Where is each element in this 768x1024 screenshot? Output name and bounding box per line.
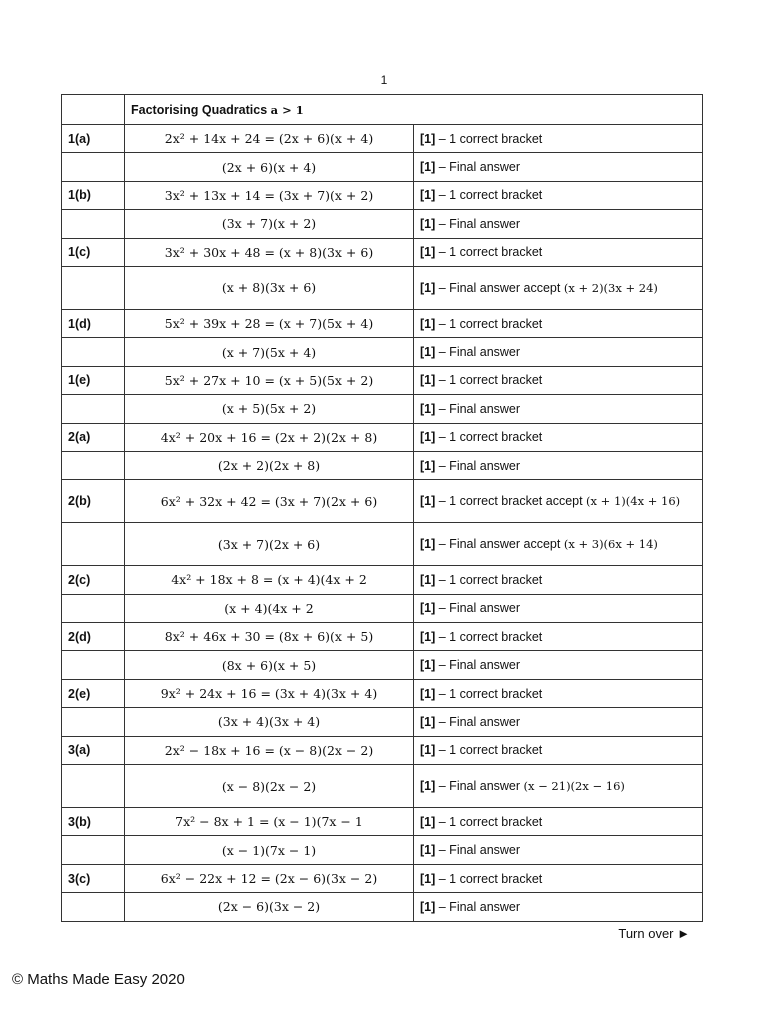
- mark-description: – Final answer: [435, 458, 521, 473]
- working-cell: (x + 8)(3x + 6): [125, 266, 414, 309]
- question-number: [62, 153, 125, 181]
- mark-cell: [414, 423, 703, 451]
- table-row: [62, 480, 703, 523]
- accepted-alternative: (x + 1)(4x + 16): [586, 494, 681, 509]
- mark-cell: [414, 125, 703, 153]
- mark-value: [1]: [420, 131, 436, 146]
- working-cell: (x − 8)(2x − 2): [125, 765, 414, 808]
- mark-value: [1]: [420, 401, 436, 416]
- mark-value: [1]: [420, 686, 436, 701]
- mark-value: [1]: [420, 216, 436, 231]
- mark-cell: [414, 893, 703, 921]
- mark-cell: [414, 266, 703, 309]
- table-row: [62, 566, 703, 594]
- mark-cell: [414, 153, 703, 181]
- mark-value: [1]: [420, 843, 436, 858]
- table-row: [62, 451, 703, 479]
- accepted-alternative: (x + 2)(3x + 24): [563, 280, 658, 295]
- table-title: [125, 95, 703, 125]
- mark-cell: [414, 651, 703, 679]
- working-cell: 6x² − 22x + 12 = (2x − 6)(3x − 2): [125, 864, 414, 892]
- table-row: [62, 266, 703, 309]
- table-row: [62, 395, 703, 423]
- mark-description: – 1 correct bracket: [435, 373, 543, 388]
- mark-value: [1]: [420, 373, 436, 388]
- working-cell: 4x² + 18x + 8 = (x + 4)(4x + 2: [125, 566, 414, 594]
- accepted-alternative: (x + 3)(6x + 14): [563, 537, 658, 552]
- mark-scheme-table: [61, 94, 703, 922]
- table-row: [62, 309, 703, 337]
- title-condition: a > 1: [270, 102, 304, 117]
- working-cell: (2x + 6)(x + 4): [125, 153, 414, 181]
- table-row: [62, 210, 703, 238]
- mark-description: – 1 correct bracket: [435, 871, 543, 886]
- mark-cell: [414, 708, 703, 736]
- question-number: [62, 893, 125, 921]
- table-row: [62, 765, 703, 808]
- mark-value: [1]: [420, 494, 436, 509]
- working-cell: 4x² + 20x + 16 = (2x + 2)(2x + 8): [125, 423, 414, 451]
- mark-value: [1]: [420, 629, 436, 644]
- working-cell: 3x² + 30x + 48 = (x + 8)(3x + 6): [125, 238, 414, 266]
- question-number: [62, 594, 125, 622]
- working-cell: (2x + 2)(2x + 8): [125, 451, 414, 479]
- mark-description: – Final answer accept: [435, 537, 564, 552]
- mark-description: – 1 correct bracket: [435, 686, 543, 701]
- table-row: [62, 523, 703, 566]
- mark-description: – Final answer: [435, 401, 521, 416]
- mark-value: [1]: [420, 316, 436, 331]
- table-row: [62, 423, 703, 451]
- mark-description: – 1 correct bracket accept: [435, 494, 587, 509]
- mark-cell: [414, 566, 703, 594]
- table-row: [62, 238, 703, 266]
- mark-description: – Final answer: [435, 216, 521, 231]
- table-row: [62, 125, 703, 153]
- question-number: 3(b): [62, 808, 125, 836]
- mark-cell: [414, 836, 703, 864]
- table-row: [62, 708, 703, 736]
- question-number: 1(a): [62, 125, 125, 153]
- question-number: 3(a): [62, 736, 125, 764]
- working-cell: 8x² + 46x + 30 = (8x + 6)(x + 5): [125, 623, 414, 651]
- mark-description: – Final answer: [435, 658, 521, 673]
- mark-value: [1]: [420, 188, 436, 203]
- question-number: [62, 708, 125, 736]
- copyright: © Maths Made Easy 2020: [12, 971, 185, 988]
- mark-cell: [414, 736, 703, 764]
- mark-description: – 1 correct bracket: [435, 814, 543, 829]
- table-row: [62, 153, 703, 181]
- mark-cell: [414, 623, 703, 651]
- mark-description: – Final answer accept: [435, 280, 564, 295]
- mark-cell: [414, 210, 703, 238]
- mark-cell: [414, 480, 703, 523]
- mark-cell: [414, 523, 703, 566]
- working-cell: 3x² + 13x + 14 = (3x + 7)(x + 2): [125, 181, 414, 209]
- mark-value: [1]: [420, 601, 436, 616]
- mark-description: – 1 correct bracket: [435, 743, 543, 758]
- question-number: 2(e): [62, 679, 125, 707]
- mark-description: – Final answer: [435, 899, 521, 914]
- accepted-alternative: (x − 21)(2x − 16): [523, 779, 625, 794]
- question-number: 3(c): [62, 864, 125, 892]
- working-cell: (2x − 6)(3x − 2): [125, 893, 414, 921]
- question-number: [62, 338, 125, 366]
- mark-value: [1]: [420, 658, 436, 673]
- mark-value: [1]: [420, 899, 436, 914]
- mark-value: [1]: [420, 280, 436, 295]
- table-row: [62, 736, 703, 764]
- mark-cell: [414, 338, 703, 366]
- mark-value: [1]: [420, 537, 436, 552]
- question-number: 1(b): [62, 181, 125, 209]
- table-row: [62, 808, 703, 836]
- mark-description: – 1 correct bracket: [435, 245, 543, 260]
- mark-description: – Final answer: [435, 601, 521, 616]
- working-cell: 7x² − 8x + 1 = (x − 1)(7x − 1: [125, 808, 414, 836]
- mark-description: – Final answer: [435, 345, 521, 360]
- mark-cell: [414, 366, 703, 394]
- mark-cell: [414, 864, 703, 892]
- mark-description: – 1 correct bracket: [435, 430, 543, 445]
- mark-value: [1]: [420, 458, 436, 473]
- mark-value: [1]: [420, 779, 436, 794]
- working-cell: (3x + 7)(x + 2): [125, 210, 414, 238]
- mark-value: [1]: [420, 345, 436, 360]
- question-number: 1(e): [62, 366, 125, 394]
- mark-cell: [414, 765, 703, 808]
- question-number: [62, 836, 125, 864]
- title-text: Factorising Quadratics: [131, 102, 271, 117]
- table-row: [62, 181, 703, 209]
- table-row: [62, 594, 703, 622]
- mark-cell: [414, 808, 703, 836]
- question-number: 2(a): [62, 423, 125, 451]
- mark-description: – 1 correct bracket: [435, 188, 543, 203]
- working-cell: 2x² + 14x + 24 = (2x + 6)(x + 4): [125, 125, 414, 153]
- mark-description: – 1 correct bracket: [435, 316, 543, 331]
- header-question-cell: [62, 95, 125, 125]
- question-number: [62, 451, 125, 479]
- turn-over-label: Turn over ►: [618, 926, 690, 941]
- table-row: [62, 893, 703, 921]
- mark-description: – Final answer: [435, 714, 521, 729]
- question-number: [62, 266, 125, 309]
- mark-description: – Final answer: [435, 160, 521, 175]
- question-number: 2(b): [62, 480, 125, 523]
- working-cell: (x + 5)(5x + 2): [125, 395, 414, 423]
- working-cell: 5x² + 27x + 10 = (x + 5)(5x + 2): [125, 366, 414, 394]
- question-number: [62, 395, 125, 423]
- mark-value: [1]: [420, 743, 436, 758]
- mark-value: [1]: [420, 714, 436, 729]
- table-row: [62, 679, 703, 707]
- mark-description: – Final answer: [435, 843, 521, 858]
- working-cell: (3x + 7)(2x + 6): [125, 523, 414, 566]
- page-number: 1: [380, 73, 388, 87]
- mark-cell: [414, 238, 703, 266]
- question-number: [62, 651, 125, 679]
- question-number: 2(d): [62, 623, 125, 651]
- question-number: [62, 210, 125, 238]
- table-row: [62, 864, 703, 892]
- table-row: [62, 338, 703, 366]
- working-cell: 9x² + 24x + 16 = (3x + 4)(3x + 4): [125, 679, 414, 707]
- mark-cell: [414, 679, 703, 707]
- mark-description: – 1 correct bracket: [435, 131, 543, 146]
- working-cell: (3x + 4)(3x + 4): [125, 708, 414, 736]
- question-number: 1(c): [62, 238, 125, 266]
- mark-value: [1]: [420, 871, 436, 886]
- working-cell: (x − 1)(7x − 1): [125, 836, 414, 864]
- mark-value: [1]: [420, 572, 436, 587]
- working-cell: 6x² + 32x + 42 = (3x + 7)(2x + 6): [125, 480, 414, 523]
- mark-value: [1]: [420, 160, 436, 175]
- working-cell: 5x² + 39x + 28 = (x + 7)(5x + 4): [125, 309, 414, 337]
- mark-description: – 1 correct bracket: [435, 629, 543, 644]
- mark-value: [1]: [420, 814, 436, 829]
- mark-description: – 1 correct bracket: [435, 572, 543, 587]
- working-cell: (8x + 6)(x + 5): [125, 651, 414, 679]
- mark-cell: [414, 309, 703, 337]
- mark-cell: [414, 181, 703, 209]
- table-row: [62, 836, 703, 864]
- table-row: [62, 651, 703, 679]
- question-number: [62, 765, 125, 808]
- table-row: [62, 623, 703, 651]
- question-number: 1(d): [62, 309, 125, 337]
- mark-cell: [414, 451, 703, 479]
- working-cell: 2x² − 18x + 16 = (x − 8)(2x − 2): [125, 736, 414, 764]
- working-cell: (x + 4)(4x + 2: [125, 594, 414, 622]
- header-row: [62, 95, 703, 125]
- question-number: [62, 523, 125, 566]
- table-row: [62, 366, 703, 394]
- mark-value: [1]: [420, 430, 436, 445]
- mark-cell: [414, 594, 703, 622]
- mark-value: [1]: [420, 245, 436, 260]
- working-cell: (x + 7)(5x + 4): [125, 338, 414, 366]
- question-number: 2(c): [62, 566, 125, 594]
- mark-description: – Final answer: [435, 779, 524, 794]
- mark-cell: [414, 395, 703, 423]
